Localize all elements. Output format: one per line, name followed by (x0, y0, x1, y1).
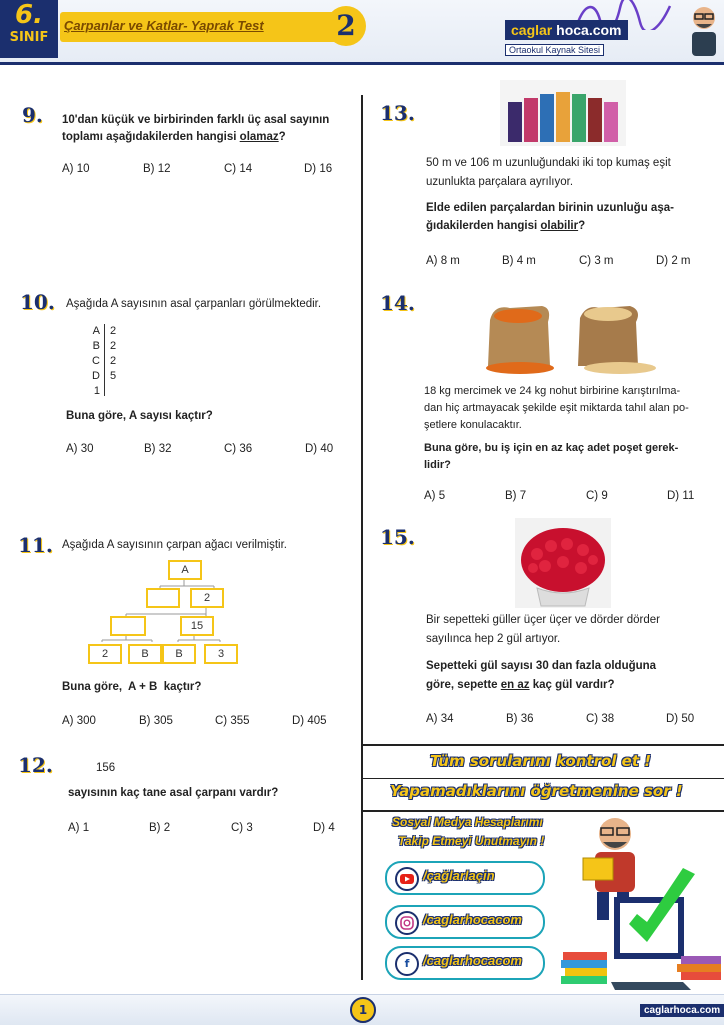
table-left-cell: A (92, 325, 100, 337)
tree-node-l1-right: 2 (190, 588, 224, 608)
banner-divider (363, 778, 724, 779)
facebook-link[interactable] (385, 946, 545, 980)
q9-option-a[interactable]: A) 10 (62, 163, 90, 175)
table-right-cell: 5 (110, 370, 117, 382)
teacher-avatar-icon (686, 2, 722, 58)
question-number-10: 10. (20, 290, 55, 314)
footer-site-link[interactable]: caglarhoca.com (640, 1004, 724, 1017)
q13-qmark: ? (578, 220, 586, 232)
q12-question: sayısının kaç tane asal çarpanı vardır? (68, 787, 279, 799)
q9-option-b[interactable]: B) 12 (143, 163, 171, 175)
q11-option-c[interactable]: C) 355 (215, 715, 250, 727)
q15-option-a[interactable]: A) 34 (426, 713, 454, 725)
q15-option-c[interactable]: C) 38 (586, 713, 615, 725)
instagram-link[interactable] (385, 905, 545, 939)
q12-option-b[interactable]: B) 2 (149, 822, 171, 834)
q12-option-a[interactable]: A) 1 (68, 822, 90, 834)
grade-label: SINIF (9, 30, 49, 45)
q9-text-part: toplamı aşağıdakilerden hangisi (62, 131, 237, 143)
tree-node-root: A (168, 560, 202, 580)
q13-option-b[interactable]: B) 4 m (502, 255, 536, 267)
q14-option-d[interactable]: D) 11 (667, 490, 695, 502)
q15-question-line1: Sepetteki gül sayısı 30 dan fazla olduğuna (426, 660, 657, 672)
brand-part-b: hoca.com (556, 22, 622, 38)
tree-leaf-2: B (128, 644, 162, 664)
q15-q-part: göre, sepette (426, 679, 498, 691)
q9-option-c[interactable]: C) 14 (224, 163, 253, 175)
tree-leaf-1: 2 (88, 644, 122, 664)
q10-option-d[interactable]: D) 40 (305, 443, 334, 455)
q15-text-line2: sayılınca hep 2 gül artıyor. (426, 633, 561, 645)
q11-option-b[interactable]: B) 305 (139, 715, 173, 727)
youtube-icon (395, 867, 419, 891)
q15-q-end: kaç gül vardır? (532, 679, 615, 691)
grade-number: 6. (15, 0, 43, 30)
q9-qmark: ? (278, 131, 286, 143)
question-number-14: 14. (380, 291, 415, 315)
fabric-rolls-image (500, 80, 626, 146)
q9-emphasis: olamaz (239, 131, 279, 143)
q14-option-c[interactable]: C) 9 (586, 490, 608, 502)
table-left-cell: B (92, 340, 100, 352)
q15-option-b[interactable]: B) 36 (506, 713, 534, 725)
q13-question-line2 (426, 218, 585, 235)
q12-number: 156 (96, 762, 116, 774)
facebook-icon: f (395, 952, 419, 976)
banner-line-2: Yapamadıklarını öğretmenine sor ! (390, 782, 683, 800)
question-number-15: 15. (380, 525, 415, 549)
q14-text-line3: şetlere konulacaktır. (424, 419, 522, 431)
youtube-link[interactable] (385, 861, 545, 895)
tree-node-l2-right: 15 (180, 616, 214, 636)
q12-option-d[interactable]: D) 4 (313, 822, 335, 834)
q12-option-c[interactable]: C) 3 (231, 822, 253, 834)
worksheet-title: Çarpanlar ve Katlar- Yaprak Test (64, 18, 264, 33)
instagram-handle: /caglarhocacom (423, 912, 522, 927)
q11-text: Aşağıda A sayısının çarpan ağacı verilmiştir. (62, 539, 288, 551)
q13-option-c[interactable]: C) 3 m (579, 255, 614, 267)
social-title-line1: Sosyal Medya Hesaplarımı (392, 815, 543, 829)
q13-q-part: ğıdakilerden hangisi (426, 220, 538, 232)
column-divider (361, 95, 363, 980)
q10-option-a[interactable]: A) 30 (66, 443, 94, 455)
table-right-cell: 2 (110, 355, 117, 367)
question-number-9: 9. (22, 103, 43, 127)
q13-question-line1: Elde edilen parçalardan birinin uzunluğu aşa- (426, 202, 674, 214)
tree-leaf-3: B (162, 644, 196, 664)
question-number-11: 11. (18, 533, 53, 557)
q14-question-line1: Buna göre, bu iş için en az kaç adet poşet gerek- (424, 442, 679, 454)
table-left-cell: C (92, 355, 100, 367)
table-left-cell: 1 (93, 385, 100, 397)
brand-logo (505, 20, 628, 40)
q11-question: Buna göre, A + B kaçtır? (62, 681, 202, 693)
table-divider (104, 324, 105, 396)
q11-option-a[interactable]: A) 300 (62, 715, 96, 727)
table-left-cell: D (92, 370, 100, 382)
tree-node-l2-left (110, 616, 146, 636)
q10-text: Aşağıda A sayısının asal çarpanları görülmektedir. (66, 298, 322, 310)
q11-option-d[interactable]: D) 405 (292, 715, 327, 727)
banner-line-1: Tüm sorularını kontrol et ! (430, 752, 652, 770)
q9-text-line2 (62, 129, 286, 146)
brand-tagline: Ortaokul Kaynak Sitesi (505, 44, 604, 56)
rose-basket-image (515, 518, 611, 608)
question-number-13: 13. (380, 101, 415, 125)
q15-question-line2 (426, 677, 615, 694)
q13-emphasis: olabilir (540, 220, 579, 232)
tree-node-l1-left (146, 588, 180, 608)
q9-text-line1: 10'dan küçük ve birbirinden farklı üç asal sayının (62, 114, 330, 126)
test-number-badge: 2 (326, 6, 366, 46)
q13-option-a[interactable]: A) 8 m (426, 255, 460, 267)
tree-leaf-4: 3 (204, 644, 238, 664)
q13-option-d[interactable]: D) 2 m (656, 255, 691, 267)
prime-factor-table (90, 324, 130, 400)
q10-option-b[interactable]: B) 32 (144, 443, 172, 455)
q14-option-a[interactable]: A) 5 (424, 490, 446, 502)
grade-badge (0, 0, 58, 58)
lentil-chickpea-sacks-image (480, 300, 660, 376)
instagram-icon (395, 911, 419, 935)
q10-question: Buna göre, A sayısı kaçtır? (66, 410, 213, 422)
brand-part-a: caglar (511, 22, 553, 38)
q14-text-line2: dan hiç artmayacak şekilde eşit miktarda tahıl alan po- (424, 402, 689, 414)
q14-option-b[interactable]: B) 7 (505, 490, 527, 502)
youtube-handle: /çağlarlaçin (423, 868, 495, 883)
q15-option-d[interactable]: D) 50 (666, 713, 695, 725)
teacher-checkmark-illustration (555, 812, 724, 992)
table-right-cell: 2 (110, 340, 117, 352)
question-number-12: 12. (18, 753, 53, 777)
page-number: 1 (350, 997, 376, 1023)
q14-text-line1: 18 kg mercimek ve 24 kg nohut birbirine karıştırılma- (424, 385, 681, 397)
q10-option-c[interactable]: C) 36 (224, 443, 253, 455)
q14-question-line2: lidir? (424, 459, 451, 471)
q9-option-d[interactable]: D) 16 (304, 163, 333, 175)
q15-emphasis: en az (500, 679, 530, 691)
social-title-line2: Takip Etmeyi Unutmayın ! (398, 834, 545, 848)
q13-text-line1: 50 m ve 106 m uzunluğundaki iki top kumaş eşit (426, 157, 671, 169)
q13-text-line2: uzunlukta parçalara ayrılıyor. (426, 176, 574, 188)
table-right-cell: 2 (110, 325, 117, 337)
facebook-handle: /caglarhocacom (423, 953, 522, 968)
q15-text-line1: Bir sepetteki güller üçer üçer ve dörder dörder (426, 614, 660, 626)
